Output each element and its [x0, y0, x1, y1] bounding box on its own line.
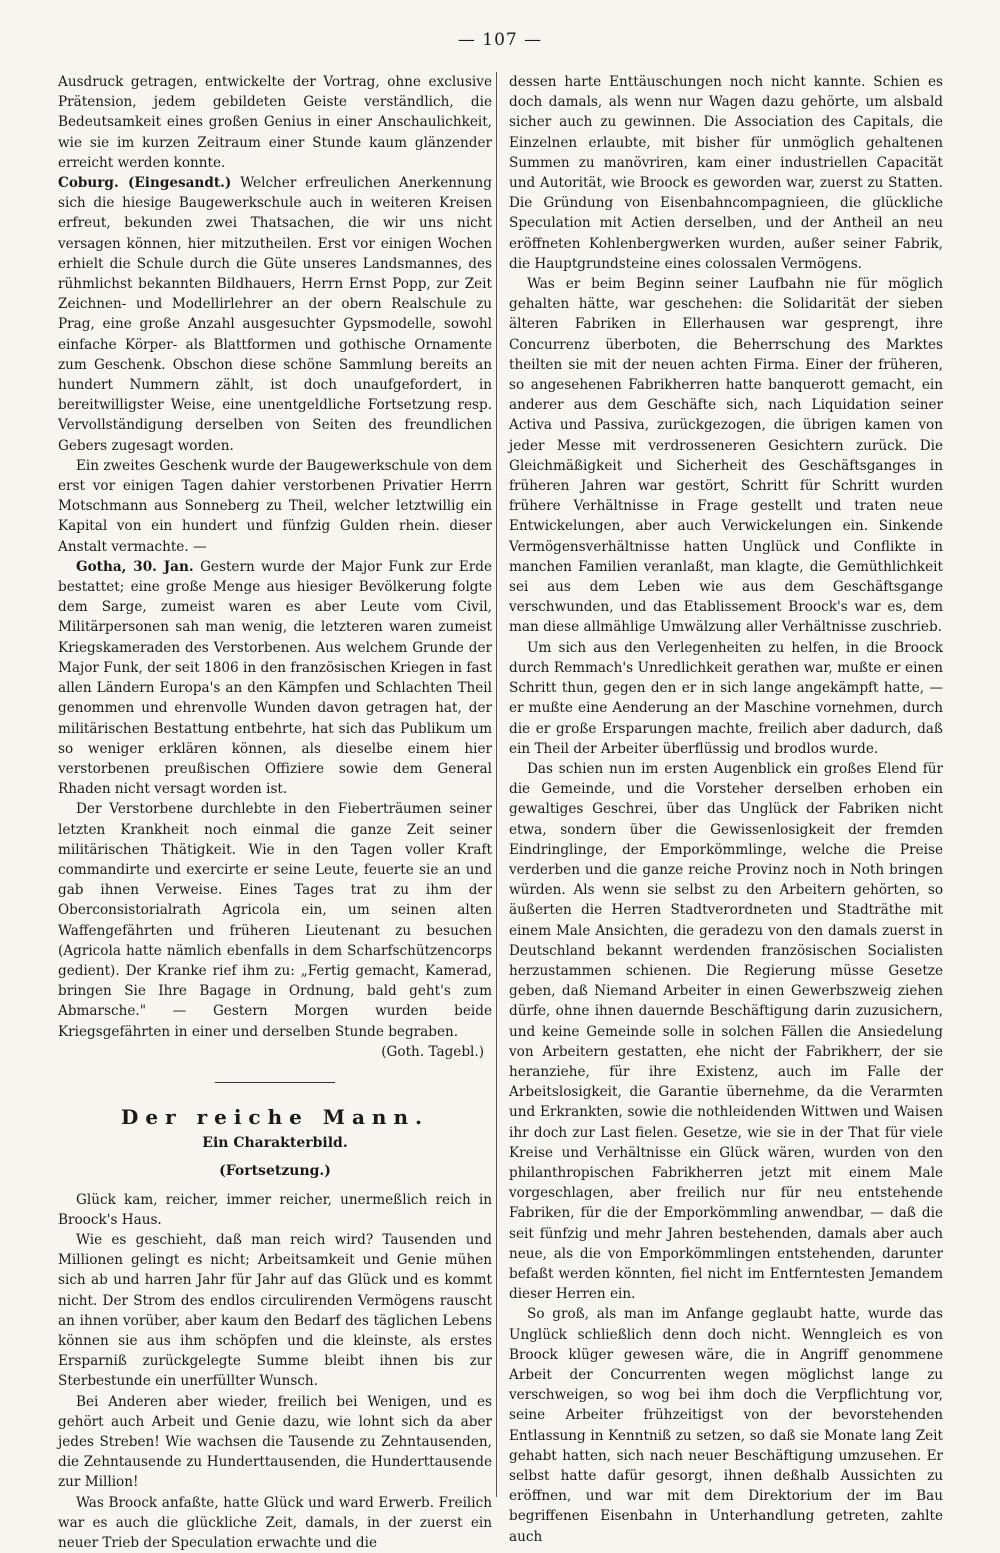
- left-column: [58, 72, 492, 1553]
- paragraph: Wie es geschieht, daß man reich wird? Tausenden und Millionen gelingt es nicht; Arbeitsamkeit und Genie mühen sich ab und harren Jahr für Jahr auf das Glück und es kommt nicht. Der Strom des endlos circulirenden Vermögens rauscht an ihnen vorüber, aber kaum den Bedarf des täglichen Lebens können sie aus ihm schöpfen und die kleinste, als erstes Ersparniß zurückgelegte Summe bleibt ihnen bis zur Sterbestunde ein unerfüllter Wunsch.: [58, 1231, 492, 1390]
- paragraph: Um sich aus den Verlegenheiten zu helfen, in die Broock durch Remmach's Unredlichkeit gerathen war, mußte er einen Schritt thun, gegen den er in sich lange angekämpft hatte, — er mußte eine Aenderung an der Maschine vornehmen, durch die er große Ersparungen machte, freilich aber dadurch, daß ein Theil der Arbeiter überflüssig und brodlos wurde.: [509, 639, 943, 757]
- paragraph: Was Broock anfaßte, hatte Glück und ward Erwerb. Freilich war es auch die glückliche Zeit, damals, in der zuerst ein neuer Trieb der Speculation erwachte und die: [58, 1494, 492, 1552]
- paragraph: Ein zweites Geschenk wurde der Baugewerkschule von dem erst vor einigen Tagen dahier verstorbenen Privatier Herrn Motschmann aus Sonneberg zu Theil, welcher letztwillig ein Kapital von ein hundert und fünfzig Gulden rhein. dieser Anstalt vermachte. —: [58, 457, 492, 555]
- right-column: [509, 72, 943, 1547]
- news-item-gotha: [58, 557, 492, 799]
- continuation-note: (Fortsetzung.): [219, 1163, 331, 1180]
- story-subtitle: Ein Charakterbild.: [202, 1135, 348, 1152]
- paragraph-text: Welcher erfreulichen Anerkennung sich die hiesige Baugewerkschule auch in weiteren Kreisen erfreut, bekunden zwei Thatsachen, die wir uns nicht versagen können, hier mitzutheilen. Erst vor einigen Wochen erhielt die Schule durch die Güte unseres Landsmannes, des rühmlichst bekannten Bildhauers, Herrn Ernst Popp, zur Zeit Zeichnen- und Modellirlehrer an der obern Realschule zu Prag, eine große Anzahl ausgesuchter Gypsmodelle, sowohl einfache Körper- als Blattformen und gothische Ornamente zum Geschenk. Obschon diese schöne Sammlung bereits an hundert Nummern zählt, ist doch unaufgefordert, in bereitwilligster Weise, eine unentgeldliche Fortsetzung resp. Vervollständigung derselben von Seiten des freundlichen Gebers zugesagt worden.: [58, 175, 492, 454]
- paragraph-text: Gestern wurde der Major Funk zur Erde bestattet; eine große Menge aus hiesiger Bevölkerung folgte dem Sarge, zumeist waren es aber Leute vom Civil, Militärpersonen sah man wenig, die letzteren waren zumeist Kriegskameraden des Verstorbenen. Aus welchem Grunde der Major Funk, der seit 1806 in den französischen Kriegen in fast allen Ländern Europa's an den Kämpfen und Schlachten Theil genommen und ehrenvolle Wunden davon getragen hat, der militärischen Bestattung entbehrte, hat sich das Publikum um so weniger erklären können, als dieselbe einem hier verstorbenen preußischen Offiziere sowie dem General Rhaden nicht versagt worden ist.: [58, 558, 492, 798]
- dateline: Gotha, 30. Jan.: [76, 558, 194, 575]
- paragraph: Glück kam, reicher, immer reicher, unermeßlich reich in Broock's Haus.: [58, 1191, 492, 1228]
- story-title: Der reiche Mann.: [121, 1104, 429, 1129]
- source-credit: (Goth. Tagebl.): [381, 1043, 484, 1060]
- paragraph: Was er beim Beginn seiner Laufbahn nie für möglich gehalten hätte, war geschehen: die Solidarität der sieben älteren Fabriken in Ellerhausen war gesprengt, ihre Concurrenz überboten, die Beherrschung des Marktes theilten sie mit der neuen achten Firma. Einer der früheren, so angesehenen Fabrikherren hatte banquerott gemacht, ein anderer aus dem Geschäfte sich, nach Liquidation seiner Activa und Passiva, zurückgezogen, die übrigen kamen von jeder Messe mit verdrosseneren Gesichtern zurück. Die Gleichmäßigkeit und Sicherheit des Geschäftsganges in früheren Jahren war gestört, Schritt für Schritt wurden frühere Verhältnisse in Frage gestellt und traten neue Entwickelungen, aber auch Verwickelungen ein. Sinkende Vermögensverhältnisse hatten Unglück und Conflikte in manchen Familien veranlaßt, man klagte, die Gemüthlichkeit sei aus dem Leben wie aus dem Geschäftsgange verschwunden, und das Etablissement Broock's war es, dem man diese allmählige Umwälzung aller Verhältnisse zuschrieb.: [509, 276, 943, 636]
- column-rule: [496, 72, 497, 1497]
- section-divider: [215, 1082, 335, 1083]
- paragraph: Das schien nun im ersten Augenblick ein großes Elend für die Gemeinde, und die Vorsteher derselben erhoben ein gewaltiges Geschrei, über das Unglück der Fabriken nicht etwa, sondern über die Gewissenlosigkeit der fremden Eindringlinge, der Emporkömmlinge, welche die Preise verderben und die ganze reiche Provinz noch in Noth bringen würden. Als wenn sie selbst zu den Arbeitern gehörten, so äußerten die Herren Stadtverordneten und Stadträthe mit einem Male Ansichten, die geradezu von den damals zuerst in Deutschland bekannt werdenden französischen Socialisten herzustammen schienen. Die Regierung müsse Gesetze geben, daß Niemand Arbeiter in einen Gewerbszweig ziehen dürfe, ohne ihnen dauernde Beschäftigung darin zuzusichern, und keine Gemeinde solle in solchen Fällen die Ansiedelung von Arbeitern gestatten, ehe nicht der Fabrikherr, der sie heranziehe, für ihre Existenz, auch im Falle der Arbeitslosigkeit, die Garantie übernehme, da die Verarmten und Erkrankten, sowie die nothleidenden Wittwen und Waisen ihr doch zur Last fielen. Gesetze, wie sie in der That für viele Kreise und Verhältnisse ein Glück wären, wurden von den philanthropischen Fabrikherren jetzt mit einem Male vorgeschlagen, aber freilich nur für neu entstehende Fabriken, für die der Emporkömmling anwendbar, — daß die seit fünfzig und mehr Jahren bestehenden, damals aber auch neue, als die von Emporkömmlingen entstehenden, darunter befaßt werden könnten, fiel nicht im Entferntesten Jemandem dieser Herren ein.: [509, 760, 943, 1303]
- paragraph: Ausdruck getragen, entwickelte der Vortrag, ohne exclusive Prätension, jedem gebildeten Geiste verständlich, die Bedeutsamkeit eines großen Genius in einer Anschaulichkeit, wie sie im kurzen Zeitraum einer Stunde kaum glänzender erreicht werden konnte.: [58, 74, 492, 171]
- page-number: — 107 —: [457, 30, 543, 50]
- paragraph: Bei Anderen aber wieder, freilich bei Wenigen, und es gehört auch Arbeit und Genie dazu, wie lohnt sich da aber jedes Streben! Wie wachsen die Tausende zu Zehntausenden, die Zehntausende zu Hunderttausenden, die Hunderttausende zur Million!: [58, 1393, 492, 1491]
- paragraph: So groß, als man im Anfange geglaubt hatte, wurde das Unglück schließlich denn doch nicht. Wenngleich es von Broock klüger gewesen wäre, die in Angriff genommene Arbeit der Concurrenten wegen möglichst lange zu verschweigen, so wog bei ihm doch die Verpflichtung vor, seine Arbeiter frühzeitigst von der bevorstehenden Entlassung in Kenntniß zu setzen, so daß sie Monate lang Zeit gehabt hatten, sich nach neuer Beschäftigung umzusehen. Er selbst hatte dafür gesorgt, ihnen deßhalb Aussichten zu eröffnen, und war mit dem Direktorium der im Bau begriffenen Eisenbahn in Unterhandlung getreten, zahlte auch: [509, 1306, 943, 1545]
- news-item-coburg: [58, 173, 492, 456]
- dateline: Coburg. (Eingesandt.): [58, 175, 232, 192]
- paragraph: Der Verstorbene durchlebte in den Fieberträumen seiner letzten Krankheit noch einmal die ganze Zeit seiner militärischen Thätigkeit. Wie in den Tagen voller Kraft commandirte und exercirte er seine Leute, feuerte sie an und gab ihnen Verweise. Eines Tages trat zu ihm der Oberconsistorialrath Agricola ein, um seinen alten Waffengefährten und früheren Lieutenant zu besuchen (Agricola hatte nämlich ebenfalls in dem Scharfschützencorps gedient). Der Kranke rief ihm zu: „Fertig gemacht, Kamerad, bringen Sie Ihre Bagage in Ordnung, bald geht's zum Abmarsche." — Gestern Morgen wurden beide Kriegsgefährten in einer und derselben Stunde begraben.: [58, 801, 492, 1040]
- paragraph: dessen harte Enttäuschungen noch nicht kannte. Schien es doch damals, als wenn nur Wagen dazu gehörte, um alsbald sicher auch zu gewinnen. Die Association des Capitals, die Einzelnen erlaubte, mit bisher für unmöglich gehaltenen Summen zu manövriren, kam einer industriellen Capacität und Autorität, wie Broock es geworden war, zuerst zu Statten. Die Gründung von Eisenbahncompagnieen, die glückliche Speculation mit Actien derselben, und der Antheil an neu eröffneten Kohlenbergwerken wurden, außer seiner Fabrik, die Hauptgrundsteine eines colossalen Vermögens.: [509, 74, 943, 272]
